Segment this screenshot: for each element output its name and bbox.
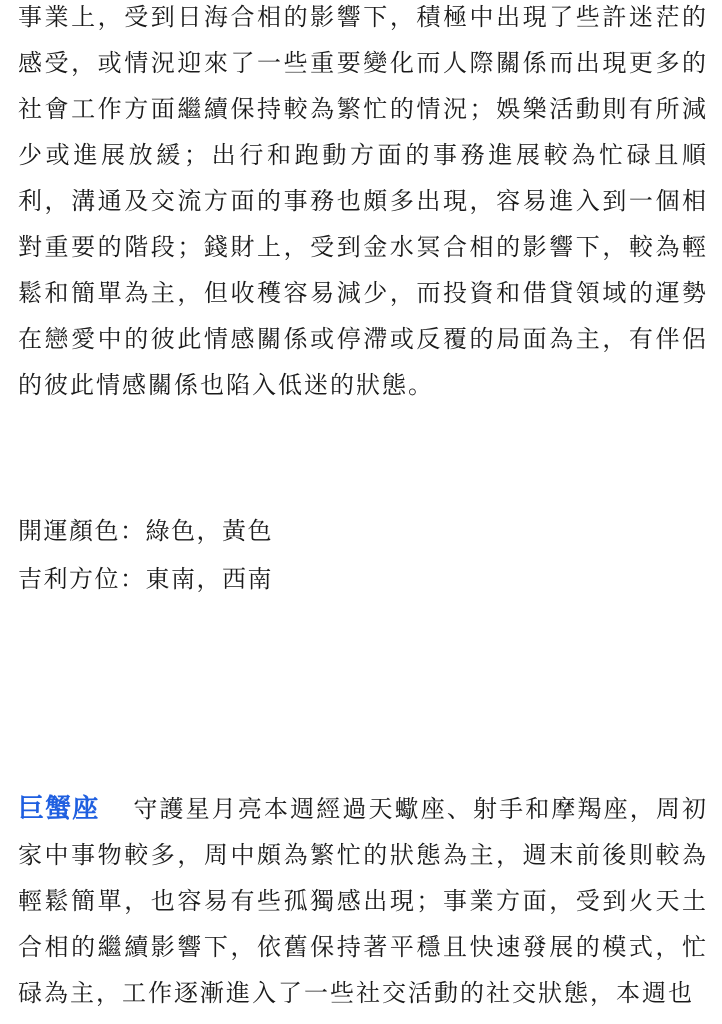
lucky-color-line: 開運顏色：綠色，黃色: [18, 517, 273, 545]
sign-name-heading: 巨蟹座: [18, 794, 100, 824]
lucky-direction-line: 吉利方位：東南，西南: [18, 565, 273, 593]
sign-section: [18, 786, 708, 1016]
horoscope-paragraph: 事業上，受到日海合相的影響下，積極中出現了些許迷茫的感受，或情況迎來了一些重要變化而人際關係而出現更多的社會工作方面繼續保持較為繁忙的情況；娛樂活動則有所減少或進展放緩；出行和跑動方面的事務進展較為忙碌且順利，溝通及交流方面的事務也頗多出現，容易進入到一個相對重要的階段；錢財上，受到金水冥合相的影響下，較為輕鬆和簡單為主，但收穫容易減少，而投資和借貸領域的運勢在戀愛中的彼此情感關係或停滯或反覆的局面為主，有伴侶的彼此情感關係也陷入低迷的狀態。: [18, 3, 708, 399]
sign-paragraph: [18, 786, 708, 1016]
sign-text: 守護星月亮本週經過天蠍座、射手和摩羯座，周初家中事物較多，周中頗為繁忙的狀態為主，週末前後則較為輕鬆簡單，也容易有些孤獨感出現；事業方面，受到火天土合相的繼續影響下，依舊保持著平穩且快速發展的模式，忙碌為主，工作逐漸進入了一些社交活動的社交狀態，本週也: [18, 795, 708, 1007]
